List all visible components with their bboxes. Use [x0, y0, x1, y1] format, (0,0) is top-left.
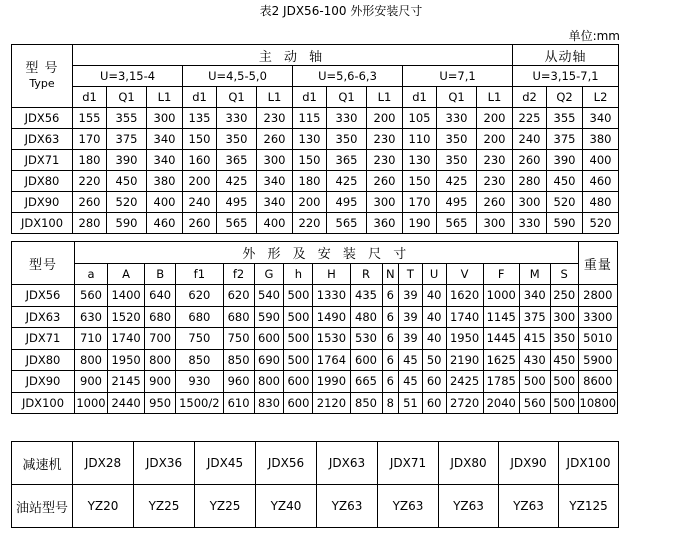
value-cell: 39 [399, 328, 423, 350]
value-cell: 1740 [446, 306, 483, 328]
value-cell: 190 [403, 213, 437, 234]
value-cell: 640 [145, 285, 176, 307]
ratio-header: U=4,5-5,0 [183, 66, 293, 87]
value-cell: 900 [145, 371, 176, 393]
table-row [12, 392, 618, 414]
value-cell: 530 [350, 328, 382, 350]
weight-cell: 5010 [578, 328, 617, 350]
value-cell: 330 [437, 108, 477, 129]
value-cell: 360 [367, 213, 403, 234]
value-cell: 200 [183, 171, 217, 192]
model-cell: JDX71 [12, 150, 73, 171]
value-cell: 435 [350, 285, 382, 307]
value-cell: 2040 [483, 392, 519, 414]
value-cell: 480 [583, 192, 619, 213]
model-header: 型号 [12, 242, 75, 285]
value-cell: 2440 [108, 392, 145, 414]
value-cell: 415 [519, 328, 550, 350]
value-cell: 620 [223, 285, 254, 307]
value-cell: 300 [367, 192, 403, 213]
value-cell: 600 [284, 392, 313, 414]
oil-station-model-cell: YZ25 [134, 485, 195, 528]
weight-cell: 2800 [578, 285, 617, 307]
value-cell: 500 [550, 392, 578, 414]
value-cell: 450 [547, 171, 583, 192]
value-cell: 170 [403, 192, 437, 213]
value-cell: 500 [519, 371, 550, 393]
value-cell: 850 [223, 349, 254, 371]
value-cell: 590 [254, 306, 284, 328]
reducer-model-cell: JDX63 [317, 442, 378, 485]
value-cell: 900 [74, 371, 107, 393]
value-cell: 680 [176, 306, 223, 328]
value-cell: 960 [223, 371, 254, 393]
column-header: L2 [583, 87, 619, 108]
value-cell: 565 [217, 213, 257, 234]
oil-station-model-cell: YZ25 [195, 485, 256, 528]
reducer-model-cell: JDX36 [134, 442, 195, 485]
value-cell: 800 [254, 371, 284, 393]
value-cell: 225 [513, 108, 547, 129]
model-cell: JDX56 [12, 108, 73, 129]
value-cell: 620 [176, 285, 223, 307]
value-cell: 230 [367, 150, 403, 171]
value-cell: 230 [257, 108, 293, 129]
value-cell: 1950 [108, 349, 145, 371]
value-cell: 425 [327, 171, 367, 192]
value-cell: 200 [477, 129, 513, 150]
column-header: L1 [477, 87, 513, 108]
table-row [12, 192, 619, 213]
value-cell: 380 [583, 129, 619, 150]
value-cell: 665 [350, 371, 382, 393]
value-cell: 340 [257, 192, 293, 213]
value-cell: 1000 [74, 392, 107, 414]
value-cell: 155 [73, 108, 107, 129]
reducer-row [12, 442, 619, 485]
value-cell: 1145 [483, 306, 519, 328]
model-header-en: Type [29, 77, 55, 90]
value-cell: 260 [73, 192, 107, 213]
value-cell: 260 [257, 129, 293, 150]
value-cell: 50 [422, 349, 446, 371]
column-header: Q2 [547, 87, 583, 108]
value-cell: 340 [257, 171, 293, 192]
value-cell: 460 [583, 171, 619, 192]
value-cell: 365 [217, 150, 257, 171]
drive-shaft-header: 主 动 轴 [73, 45, 513, 66]
value-cell: 750 [176, 328, 223, 350]
value-cell: 350 [437, 150, 477, 171]
reducer-model-cell: JDX28 [73, 442, 134, 485]
model-cell: JDX90 [12, 192, 73, 213]
value-cell: 40 [422, 285, 446, 307]
table-row [12, 349, 618, 371]
value-cell: 110 [403, 129, 437, 150]
value-cell: 520 [107, 192, 147, 213]
value-cell: 340 [147, 129, 183, 150]
value-cell: 565 [327, 213, 367, 234]
value-cell: 2145 [108, 371, 145, 393]
shaft-table-body [12, 108, 619, 234]
value-cell: 565 [437, 213, 477, 234]
reducer-model-cell: JDX56 [256, 442, 317, 485]
column-header: h [284, 263, 313, 285]
column-header: L1 [147, 87, 183, 108]
model-cell: JDX90 [12, 371, 75, 393]
ratio-header: U=5,6-6,3 [293, 66, 403, 87]
table-row [12, 150, 619, 171]
value-cell: 160 [183, 150, 217, 171]
value-cell: 375 [519, 306, 550, 328]
value-cell: 2120 [313, 392, 350, 414]
column-header: L1 [367, 87, 403, 108]
column-header: d1 [403, 87, 437, 108]
value-cell: 39 [399, 285, 423, 307]
value-cell: 300 [513, 192, 547, 213]
value-cell: 800 [74, 349, 107, 371]
model-header-cn: 型 号 [25, 61, 59, 76]
value-cell: 950 [145, 392, 176, 414]
value-cell: 350 [327, 129, 367, 150]
value-cell: 495 [217, 192, 257, 213]
column-header: d1 [183, 87, 217, 108]
value-cell: 60 [422, 371, 446, 393]
driven-shaft-header: 从动轴 [513, 45, 619, 66]
value-cell: 450 [107, 171, 147, 192]
reducer-model-cell: JDX90 [499, 442, 559, 485]
value-cell: 750 [223, 328, 254, 350]
value-cell: 60 [422, 392, 446, 414]
value-cell: 690 [254, 349, 284, 371]
value-cell: 460 [147, 213, 183, 234]
value-cell: 375 [107, 129, 147, 150]
value-cell: 1740 [108, 328, 145, 350]
value-cell: 430 [519, 349, 550, 371]
unit-label: 单位:mm [568, 29, 620, 43]
value-cell: 135 [183, 108, 217, 129]
oil-station-model-cell: YZ63 [439, 485, 499, 528]
value-cell: 6 [382, 371, 399, 393]
value-cell: 600 [350, 349, 382, 371]
value-cell: 495 [327, 192, 367, 213]
value-cell: 6 [382, 306, 399, 328]
value-cell: 450 [550, 349, 578, 371]
value-cell: 330 [217, 108, 257, 129]
value-cell: 500 [284, 306, 313, 328]
value-cell: 240 [183, 192, 217, 213]
column-header: a [74, 263, 107, 285]
weight-cell: 8600 [578, 371, 617, 393]
table-row [12, 306, 618, 328]
oil-station-model-cell: YZ125 [559, 485, 619, 528]
value-cell: 230 [477, 171, 513, 192]
dims-header: 外 形 及 安 装 尺 寸 [74, 242, 578, 264]
value-cell: 300 [477, 213, 513, 234]
value-cell: 260 [367, 171, 403, 192]
value-cell: 150 [183, 129, 217, 150]
reducer-model-cell: JDX100 [559, 442, 619, 485]
value-cell: 150 [403, 171, 437, 192]
value-cell: 200 [367, 108, 403, 129]
value-cell: 1764 [313, 349, 350, 371]
value-cell: 220 [73, 171, 107, 192]
value-cell: 260 [513, 150, 547, 171]
value-cell: 40 [422, 306, 446, 328]
model-cell: JDX71 [12, 328, 75, 350]
value-cell: 280 [73, 213, 107, 234]
value-cell: 350 [550, 328, 578, 350]
value-cell: 170 [73, 129, 107, 150]
value-cell: 680 [223, 306, 254, 328]
value-cell: 45 [399, 349, 423, 371]
column-header: T [399, 263, 423, 285]
value-cell: 2190 [446, 349, 483, 371]
value-cell: 340 [519, 285, 550, 307]
value-cell: 500 [550, 371, 578, 393]
weight-header: 重量 [578, 242, 617, 285]
value-cell: 355 [547, 108, 583, 129]
value-cell: 200 [293, 192, 327, 213]
reducer-model-cell: JDX45 [195, 442, 256, 485]
column-header: S [550, 263, 578, 285]
column-header: V [446, 263, 483, 285]
column-header: f2 [223, 263, 254, 285]
weight-cell: 5900 [578, 349, 617, 371]
table-row [12, 328, 618, 350]
value-cell: 1400 [108, 285, 145, 307]
column-header: Q1 [107, 87, 147, 108]
subheader-row [12, 87, 619, 108]
value-cell: 260 [477, 192, 513, 213]
ratio-row [12, 66, 619, 87]
outline-dimensions-table [11, 241, 618, 414]
value-cell: 330 [513, 213, 547, 234]
value-cell: 2425 [446, 371, 483, 393]
model-header [12, 45, 73, 108]
value-cell: 2720 [446, 392, 483, 414]
value-cell: 560 [74, 285, 107, 307]
value-cell: 150 [293, 150, 327, 171]
model-cell: JDX80 [12, 171, 73, 192]
value-cell: 1520 [108, 306, 145, 328]
column-header: A [108, 263, 145, 285]
weight-cell: 3300 [578, 306, 617, 328]
column-header: M [519, 263, 550, 285]
column-header: N [382, 263, 399, 285]
value-cell: 39 [399, 306, 423, 328]
value-cell: 500 [284, 349, 313, 371]
value-cell: 600 [254, 328, 284, 350]
table-row [12, 171, 619, 192]
value-cell: 355 [107, 108, 147, 129]
value-cell: 1785 [483, 371, 519, 393]
value-cell: 600 [284, 371, 313, 393]
model-cell: JDX63 [12, 129, 73, 150]
reducer-label: 减速机 [12, 442, 73, 485]
value-cell: 200 [477, 108, 513, 129]
value-cell: 1500/2 [176, 392, 223, 414]
value-cell: 1330 [313, 285, 350, 307]
value-cell: 300 [147, 108, 183, 129]
value-cell: 850 [350, 392, 382, 414]
column-header: B [145, 263, 176, 285]
value-cell: 1530 [313, 328, 350, 350]
value-cell: 1000 [483, 285, 519, 307]
value-cell: 1620 [446, 285, 483, 307]
column-header: d2 [513, 87, 547, 108]
table-row [12, 213, 619, 234]
value-cell: 280 [513, 171, 547, 192]
value-cell: 365 [327, 150, 367, 171]
value-cell: 115 [293, 108, 327, 129]
value-cell: 380 [147, 171, 183, 192]
value-cell: 45 [399, 371, 423, 393]
value-cell: 400 [147, 192, 183, 213]
weight-cell: 10800 [578, 392, 617, 414]
table-row [12, 285, 618, 307]
value-cell: 1490 [313, 306, 350, 328]
value-cell: 400 [257, 213, 293, 234]
oil-station-model-cell: YZ63 [499, 485, 559, 528]
model-cell: JDX100 [12, 392, 75, 414]
column-header: Q1 [437, 87, 477, 108]
oil-station-table [11, 441, 619, 528]
reducer-model-cell: JDX71 [378, 442, 439, 485]
column-header: U [422, 263, 446, 285]
value-cell: 930 [176, 371, 223, 393]
model-cell: JDX80 [12, 349, 75, 371]
value-cell: 1625 [483, 349, 519, 371]
value-cell: 700 [145, 328, 176, 350]
value-cell: 250 [550, 285, 578, 307]
value-cell: 340 [583, 108, 619, 129]
value-cell: 6 [382, 349, 399, 371]
table-row [12, 108, 619, 129]
value-cell: 680 [145, 306, 176, 328]
value-cell: 630 [74, 306, 107, 328]
oil-station-row [12, 485, 619, 528]
value-cell: 610 [223, 392, 254, 414]
value-cell: 375 [547, 129, 583, 150]
value-cell: 180 [73, 150, 107, 171]
model-cell: JDX56 [12, 285, 75, 307]
value-cell: 560 [519, 392, 550, 414]
value-cell: 180 [293, 171, 327, 192]
value-cell: 850 [176, 349, 223, 371]
column-header: f1 [176, 263, 223, 285]
value-cell: 6 [382, 285, 399, 307]
oil-station-label: 油站型号 [12, 485, 73, 528]
value-cell: 1950 [446, 328, 483, 350]
value-cell: 495 [437, 192, 477, 213]
value-cell: 40 [422, 328, 446, 350]
subheader-row [12, 263, 618, 285]
outline-table-body [12, 285, 618, 414]
value-cell: 240 [513, 129, 547, 150]
model-cell: JDX63 [12, 306, 75, 328]
table-row [12, 371, 618, 393]
value-cell: 220 [293, 213, 327, 234]
oil-station-model-cell: YZ20 [73, 485, 134, 528]
value-cell: 300 [550, 306, 578, 328]
column-header: Q1 [327, 87, 367, 108]
value-cell: 51 [399, 392, 423, 414]
value-cell: 590 [547, 213, 583, 234]
value-cell: 230 [367, 129, 403, 150]
ratio-header: U=7,1 [403, 66, 513, 87]
column-header: L1 [257, 87, 293, 108]
value-cell: 230 [477, 150, 513, 171]
ratio-header: U=3,15-7,1 [513, 66, 619, 87]
value-cell: 1990 [313, 371, 350, 393]
value-cell: 500 [284, 285, 313, 307]
value-cell: 830 [254, 392, 284, 414]
value-cell: 520 [583, 213, 619, 234]
ratio-header: U=3,15-4 [73, 66, 183, 87]
value-cell: 340 [147, 150, 183, 171]
value-cell: 1445 [483, 328, 519, 350]
value-cell: 800 [145, 349, 176, 371]
value-cell: 540 [254, 285, 284, 307]
value-cell: 425 [437, 171, 477, 192]
oil-station-model-cell: YZ40 [256, 485, 317, 528]
value-cell: 300 [257, 150, 293, 171]
reducer-model-cell: JDX80 [439, 442, 499, 485]
column-header: d1 [73, 87, 107, 108]
value-cell: 260 [183, 213, 217, 234]
value-cell: 390 [107, 150, 147, 171]
value-cell: 6 [382, 328, 399, 350]
oil-station-model-cell: YZ63 [378, 485, 439, 528]
value-cell: 590 [107, 213, 147, 234]
value-cell: 350 [437, 129, 477, 150]
shaft-dimensions-table [11, 44, 619, 234]
value-cell: 8 [382, 392, 399, 414]
value-cell: 400 [583, 150, 619, 171]
value-cell: 710 [74, 328, 107, 350]
value-cell: 130 [403, 150, 437, 171]
table-caption: 表2 JDX56-100 外形安装尺寸 [259, 4, 423, 18]
column-header: Q1 [217, 87, 257, 108]
value-cell: 500 [284, 328, 313, 350]
value-cell: 425 [217, 171, 257, 192]
column-header: G [254, 263, 284, 285]
value-cell: 350 [217, 129, 257, 150]
value-cell: 130 [293, 129, 327, 150]
value-cell: 105 [403, 108, 437, 129]
oil-station-model-cell: YZ63 [317, 485, 378, 528]
value-cell: 480 [350, 306, 382, 328]
column-header: H [313, 263, 350, 285]
column-header: R [350, 263, 382, 285]
value-cell: 330 [327, 108, 367, 129]
value-cell: 390 [547, 150, 583, 171]
column-header: d1 [293, 87, 327, 108]
model-cell: JDX100 [12, 213, 73, 234]
column-header: F [483, 263, 519, 285]
value-cell: 520 [547, 192, 583, 213]
table-row [12, 129, 619, 150]
